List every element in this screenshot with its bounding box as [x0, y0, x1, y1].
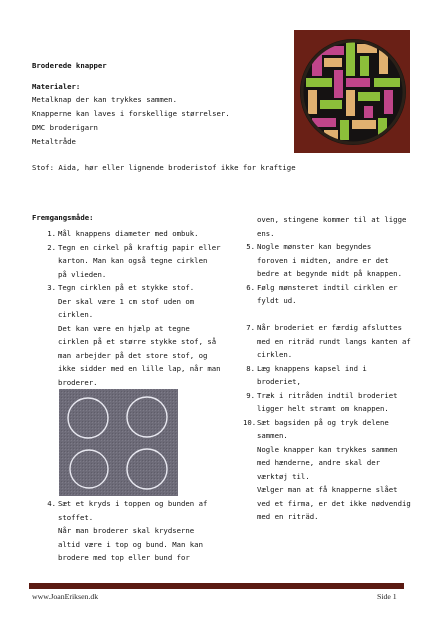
- step-line: [243, 348, 411, 362]
- step-line: [44, 254, 221, 268]
- materials-list: [32, 95, 230, 151]
- materials-heading: Materialer:: [32, 82, 81, 91]
- materials-item: Metalknap der kan trykkes sammen.: [32, 95, 177, 104]
- step-line: [243, 429, 411, 443]
- procedure-heading: Fremgangsmåde:: [32, 213, 94, 222]
- step-text: Det kan være en hjælp at tegne: [58, 323, 190, 333]
- step-line: [243, 389, 411, 403]
- step-text: ved et firma, er det ikke nødvendig: [257, 498, 411, 508]
- step-line: [44, 538, 207, 552]
- step-4: [44, 497, 207, 565]
- step-line: [44, 281, 221, 295]
- step-line: [243, 335, 411, 349]
- step-text: på vlieden.: [58, 269, 107, 279]
- step-line: [44, 376, 221, 390]
- step-line: [243, 375, 411, 389]
- step-line: [243, 443, 411, 457]
- embroidered-button-photo: [294, 30, 410, 153]
- step-line: [44, 524, 207, 538]
- step-line: [44, 335, 221, 349]
- step-text: cirklen på et større stykke stof, så: [58, 337, 217, 346]
- step-line: [243, 240, 411, 254]
- step-line: [44, 322, 221, 336]
- step-line: [243, 267, 411, 281]
- step-text: ligger helt stramt om knappen.: [257, 404, 389, 413]
- step-line: [243, 456, 411, 470]
- step-text: sammen.: [257, 431, 288, 440]
- step-text: Når man broderer skal krydserne: [58, 526, 195, 535]
- step-number: 3.: [47, 283, 56, 292]
- step-text: oven, stingene kommer til at ligge: [257, 215, 407, 224]
- step-line: [243, 483, 411, 497]
- steps-left-column: [44, 227, 221, 389]
- step-number: 5.: [246, 242, 255, 251]
- step-text: cirklen.: [58, 310, 94, 319]
- step-line: [243, 321, 411, 335]
- step-line: [243, 362, 411, 376]
- materials-item: Knapperne kan laves i forskellige størrelser.: [32, 109, 230, 118]
- step-line: [243, 402, 411, 416]
- footer-divider: [29, 583, 404, 589]
- step-number: 4.: [47, 499, 56, 508]
- step-text: Tegn cirklen på et stykke stof.: [58, 283, 195, 292]
- step-number: 6.: [246, 282, 255, 292]
- step-text: ens.: [257, 228, 275, 238]
- document-title: Broderede knapper: [32, 61, 107, 70]
- step-line: [243, 497, 411, 511]
- step-text: Sæt bagsiden på og tryk delene: [257, 417, 389, 427]
- step-text: Når broderiet er færdig afsluttes: [257, 323, 402, 332]
- step-text: cirklen.: [257, 350, 293, 359]
- step-line: [243, 416, 411, 430]
- step-line: [243, 470, 411, 484]
- step-line: [243, 213, 411, 227]
- step-text: Læg knappens kapsel ind i: [257, 363, 367, 373]
- step-line: [44, 349, 221, 363]
- step-text: bedre at begynde midt på knappen.: [257, 269, 402, 278]
- footer-website-link[interactable]: www.JoanEriksen.dk: [32, 592, 99, 601]
- step-number: 10.: [243, 417, 257, 427]
- step-text: karton. Man kan også tegne cirklen: [58, 256, 208, 265]
- steps-right-column: [243, 213, 411, 524]
- step-line: [243, 227, 411, 241]
- step-text: Følg mønsteret indtil cirklen er: [257, 282, 398, 292]
- footer-page-number: Side 1: [377, 592, 397, 601]
- fabric-note: Stof: Aida, hør eller lignende broderistof ikke for kraftige: [32, 163, 296, 172]
- step-text: Mål knappens diameter med ombuk.: [58, 229, 199, 238]
- step-line: [44, 268, 221, 282]
- step-text: brodere med top eller bund for: [58, 553, 190, 562]
- step-line: [44, 362, 221, 376]
- step-line: [44, 511, 207, 525]
- step-text: med en riträd rundt langs kanten af: [257, 336, 411, 346]
- step-text: med hænderne, andre skal der: [257, 458, 381, 467]
- step-text: fyldt ud.: [257, 296, 297, 305]
- traced-circles-photo: [59, 389, 178, 496]
- step-line: [44, 241, 221, 255]
- step-text: man arbejder på det store stof, og: [58, 350, 208, 360]
- step-text: værktøj til.: [257, 471, 310, 481]
- step-text: broderer.: [58, 377, 98, 387]
- step-text: Træk i ritråden indtil broderiet: [257, 390, 398, 400]
- step-number: 2.: [47, 242, 56, 252]
- step-number: 1.: [47, 229, 56, 238]
- step-line: [44, 308, 221, 322]
- step-line: [44, 551, 207, 565]
- step-text: altid være i top og bund. Man kan: [58, 539, 203, 549]
- step-text: Vælger man at få knapperne slået: [257, 485, 398, 494]
- step-text: ikke sidder med en lille lap, når man: [58, 364, 221, 373]
- step-number: 7.: [246, 323, 255, 332]
- step-text: Tegn en cirkel på kraftig papir eller: [58, 242, 221, 252]
- step-text: Der skal være 1 cm stof uden om: [58, 296, 195, 306]
- step-text: Nogle knapper kan trykkes sammen: [257, 444, 398, 454]
- step-text: Sæt et kryds i toppen og bunden af: [58, 499, 208, 508]
- step-line: [243, 254, 411, 268]
- materials-item: Metaltråde: [32, 137, 76, 146]
- step-text: stoffet.: [58, 512, 94, 522]
- step-line: [243, 510, 411, 524]
- step-line: [243, 308, 411, 322]
- step-text: med en riträd.: [257, 512, 319, 521]
- materials-item: DMC broderigarn: [32, 123, 98, 132]
- step-number: 8.: [246, 363, 255, 373]
- step-line: [44, 227, 221, 241]
- step-text: foroven i midten, andre er det: [257, 255, 389, 265]
- step-text: Nogle mønster kan begyndes: [257, 242, 372, 251]
- step-line: [243, 281, 411, 295]
- step-line: [44, 497, 207, 511]
- step-number: 9.: [246, 390, 255, 400]
- step-line: [44, 295, 221, 309]
- step-text: broderiet,: [257, 377, 301, 386]
- step-line: [243, 294, 411, 308]
